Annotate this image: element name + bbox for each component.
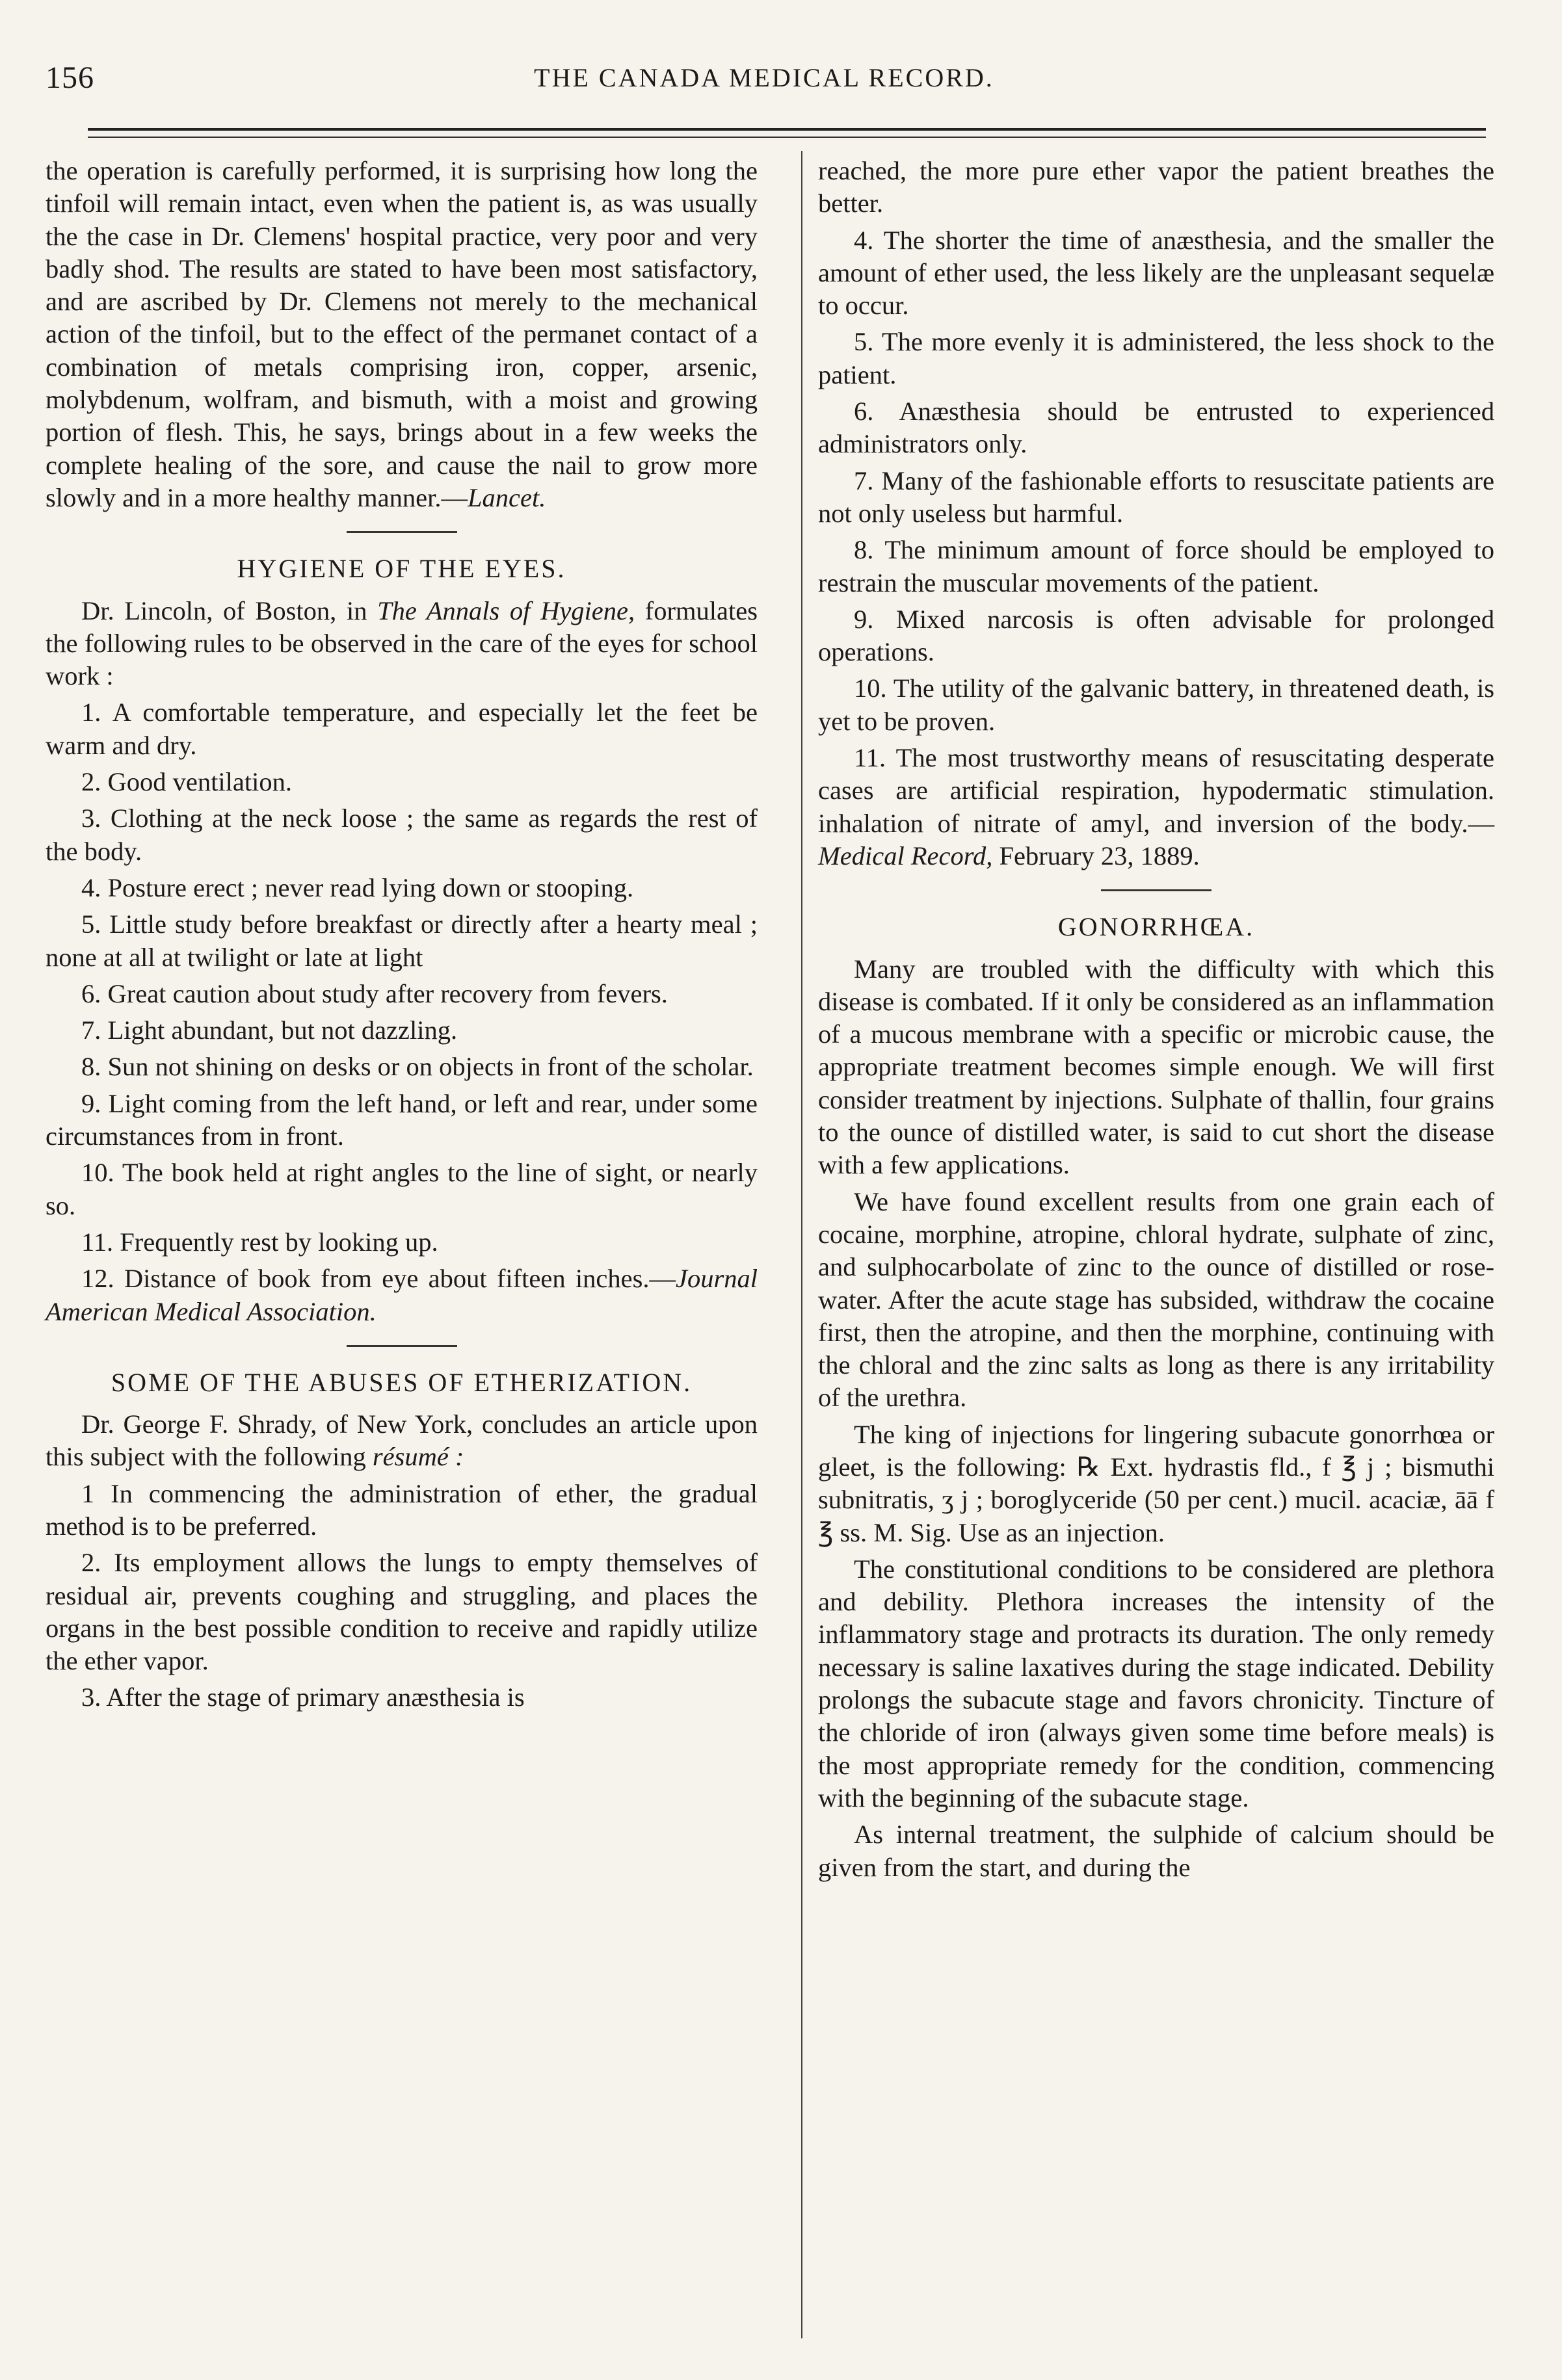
section-title-hygiene: HYGIENE OF THE EYES. <box>237 554 566 584</box>
hygiene-rule: 7. Light abundant, but not dazzling. <box>81 1015 458 1045</box>
section-separator <box>1101 889 1211 891</box>
page-number: 156 <box>46 60 94 95</box>
gonorrhoea-paragraph: The king of injections for lingering subacute gonorrhœa or gleet, is the following: ℞ Ext. hydrastis fld., f ℥ j ; bismuthi subnitratis, ʒ j ; boroglyceride (50 per cent.) mucil. acaciæ, āā f ℥ ss. M. Sig. Use as an injection. <box>818 1419 1494 1547</box>
hygiene-rule: 1. A comfortable temperature, and especially let the feet be warm and dry. <box>46 698 758 760</box>
source-citation: Lancet. <box>467 482 546 512</box>
etherization-item: 8. The minimum amount of force should be employed to restrain the muscular movements of the patient. <box>818 535 1494 597</box>
gonorrhoea-paragraph: Many are troubled with the difficulty with which this disease is combated. If it only be considered as an inflammation of a mucous membrane with a specific or microbic cause, the appropriate treatment becomes simple enough. We will first consider treatment by injections. Sulphate of thallin, four grains to the ounce of distilled water, is said to cut short the disease with a few applications. <box>818 954 1494 1180</box>
gonorrhoea-paragraph: The constitutional conditions to be considered are plethora and debility. Plethora increases the intensity of the inflammatory stage and protracts its duration. The only remedy necessary is saline laxatives during the stage indicated. Debility prolongs the subacute stage and favors chronicity. Tincture of the chloride of iron (always given some time before meals) is the most appropriate remedy for the condition, commencing with the beginning of the subacute stage. <box>818 1554 1494 1812</box>
right-column <box>818 155 1494 1888</box>
hygiene-rule: 4. Posture erect ; never read lying down or stooping. <box>81 872 634 902</box>
hygiene-rule: 8. Sun not shining on desks or on objects in front of the scholar. <box>81 1052 754 1082</box>
hygiene-rule: 6. Great caution about study after recovery from fevers. <box>81 978 668 1008</box>
hygiene-rule: 3. Clothing at the neck loose ; the same as regards the rest of the body. <box>46 804 758 866</box>
etherization-item: 11. The most trustworthy means of resuscitating desperate cases are artificial respiration, hypodermatic stimulation. inhalation of nitrate of amyl, and inversion of the body.—Medical Record, February 23, 1889. <box>818 743 1494 870</box>
etherization-item: 7. Many of the fashionable efforts to resuscitate patients are not only useless but harmful. <box>818 465 1494 528</box>
hygiene-rule: 12. Distance of book from eye about fifteen inches.—Journal American Medical Association. <box>46 1264 758 1326</box>
gonorrhoea-paragraph: As internal treatment, the sulphide of calcium should be given from the start, and during the <box>818 1820 1494 1882</box>
etherization-item: 6. Anæsthesia should be entrusted to experienced administrators only. <box>818 397 1494 459</box>
etherization-item: 2. Its employment allows the lungs to empty themselves of residual air, prevents coughing and struggling, and places the organs in the best possible condition to receive and rapidly utilize the ether vapor. <box>46 1548 758 1676</box>
etherization-item: 5. The more evenly it is administered, the less shock to the patient. <box>818 327 1494 389</box>
running-head <box>46 60 1483 105</box>
etherization-item: 3. After the stage of primary anæsthesia is <box>81 1682 525 1712</box>
section-separator <box>347 1345 457 1347</box>
etherization-item: 9. Mixed narcosis is often advisable for prolonged operations. <box>818 604 1494 667</box>
section-title-gonorrhoea: GONORRHŒA. <box>1057 912 1255 942</box>
left-column <box>46 155 758 1718</box>
column-divider <box>801 151 802 2338</box>
etherization-item: 4. The shorter the time of anæsthesia, and the smaller the amount of ether used, the less likely are the unpleasant sequelæ to occur. <box>818 225 1494 320</box>
hygiene-rule: 10. The book held at right angles to the line of sight, or nearly so. <box>46 1158 758 1220</box>
section-separator <box>347 531 457 533</box>
etherization-item: 10. The utility of the galvanic battery, in threatened death, is yet to be proven. <box>818 673 1494 736</box>
hygiene-intro: Dr. Lincoln, of Boston, in The Annals of Hygiene, formulates the following rules to be observed in the care of the eyes for school work : <box>46 595 758 691</box>
etherization-item: 1 In commencing the administration of ether, the gradual method is to be preferred. <box>46 1478 758 1541</box>
etherization-intro: Dr. George F. Shrady, of New York, concludes an article upon this subject with the following résumé : <box>46 1409 758 1472</box>
source-citation: Journal American Medical Association. <box>46 1264 758 1326</box>
hygiene-rule: 2. Good ventilation. <box>81 767 292 797</box>
journal-title: THE CANADA MEDICAL RECORD. <box>534 63 994 92</box>
source-citation: Medical Record, <box>818 841 993 870</box>
gonorrhoea-paragraph: We have found excellent results from one grain each of cocaine, morphine, atropine, chloral hydrate, sulphate of zinc, and sulphocarbolate of zinc to the ounce of distilled or rose-water. After the acute stage has subsided, withdraw the cocaine first, then the atropine, and then the morphine, continuing with the chloral and the zinc salts as long as there is any irritability of the urethra. <box>818 1186 1494 1413</box>
etherization-continuation: reached, the more pure ether vapor the patient breathes the better. <box>818 156 1494 218</box>
article-continuation: the operation is carefully performed, it is surprising how long the tinfoil will remain intact, even when the patient is, as was usually the the case in Dr. Clemens' hospital practice, very poor and very badly shod. The results are stated to have been most satisfactory, and are ascribed by Dr. Clemens not merely to the mechanical action of the tinfoil, but to the effect of the permanet contact of a combination of metals comprising iron, copper, arsenic, molybdenum, wolfram, and bismuth, with a moist and growing portion of flesh. This, he says, brings about in a few weeks the complete healing of the sore, and cause the nail to grow more slowly and in a more healthy manner.—Lancet. <box>46 156 758 512</box>
header-rule-thick <box>88 128 1486 131</box>
header-rule-thin <box>88 137 1486 138</box>
hygiene-rule: 5. Little study before breakfast or directly after a hearty meal ; none at all at twilight or late at light <box>46 909 758 972</box>
section-title-etherization: SOME OF THE ABUSES OF ETHERIZATION. <box>111 1367 693 1397</box>
hygiene-rule: 11. Frequently rest by looking up. <box>81 1227 438 1257</box>
hygiene-rule: 9. Light coming from the left hand, or left and rear, under some circumstances from in front. <box>46 1088 758 1151</box>
